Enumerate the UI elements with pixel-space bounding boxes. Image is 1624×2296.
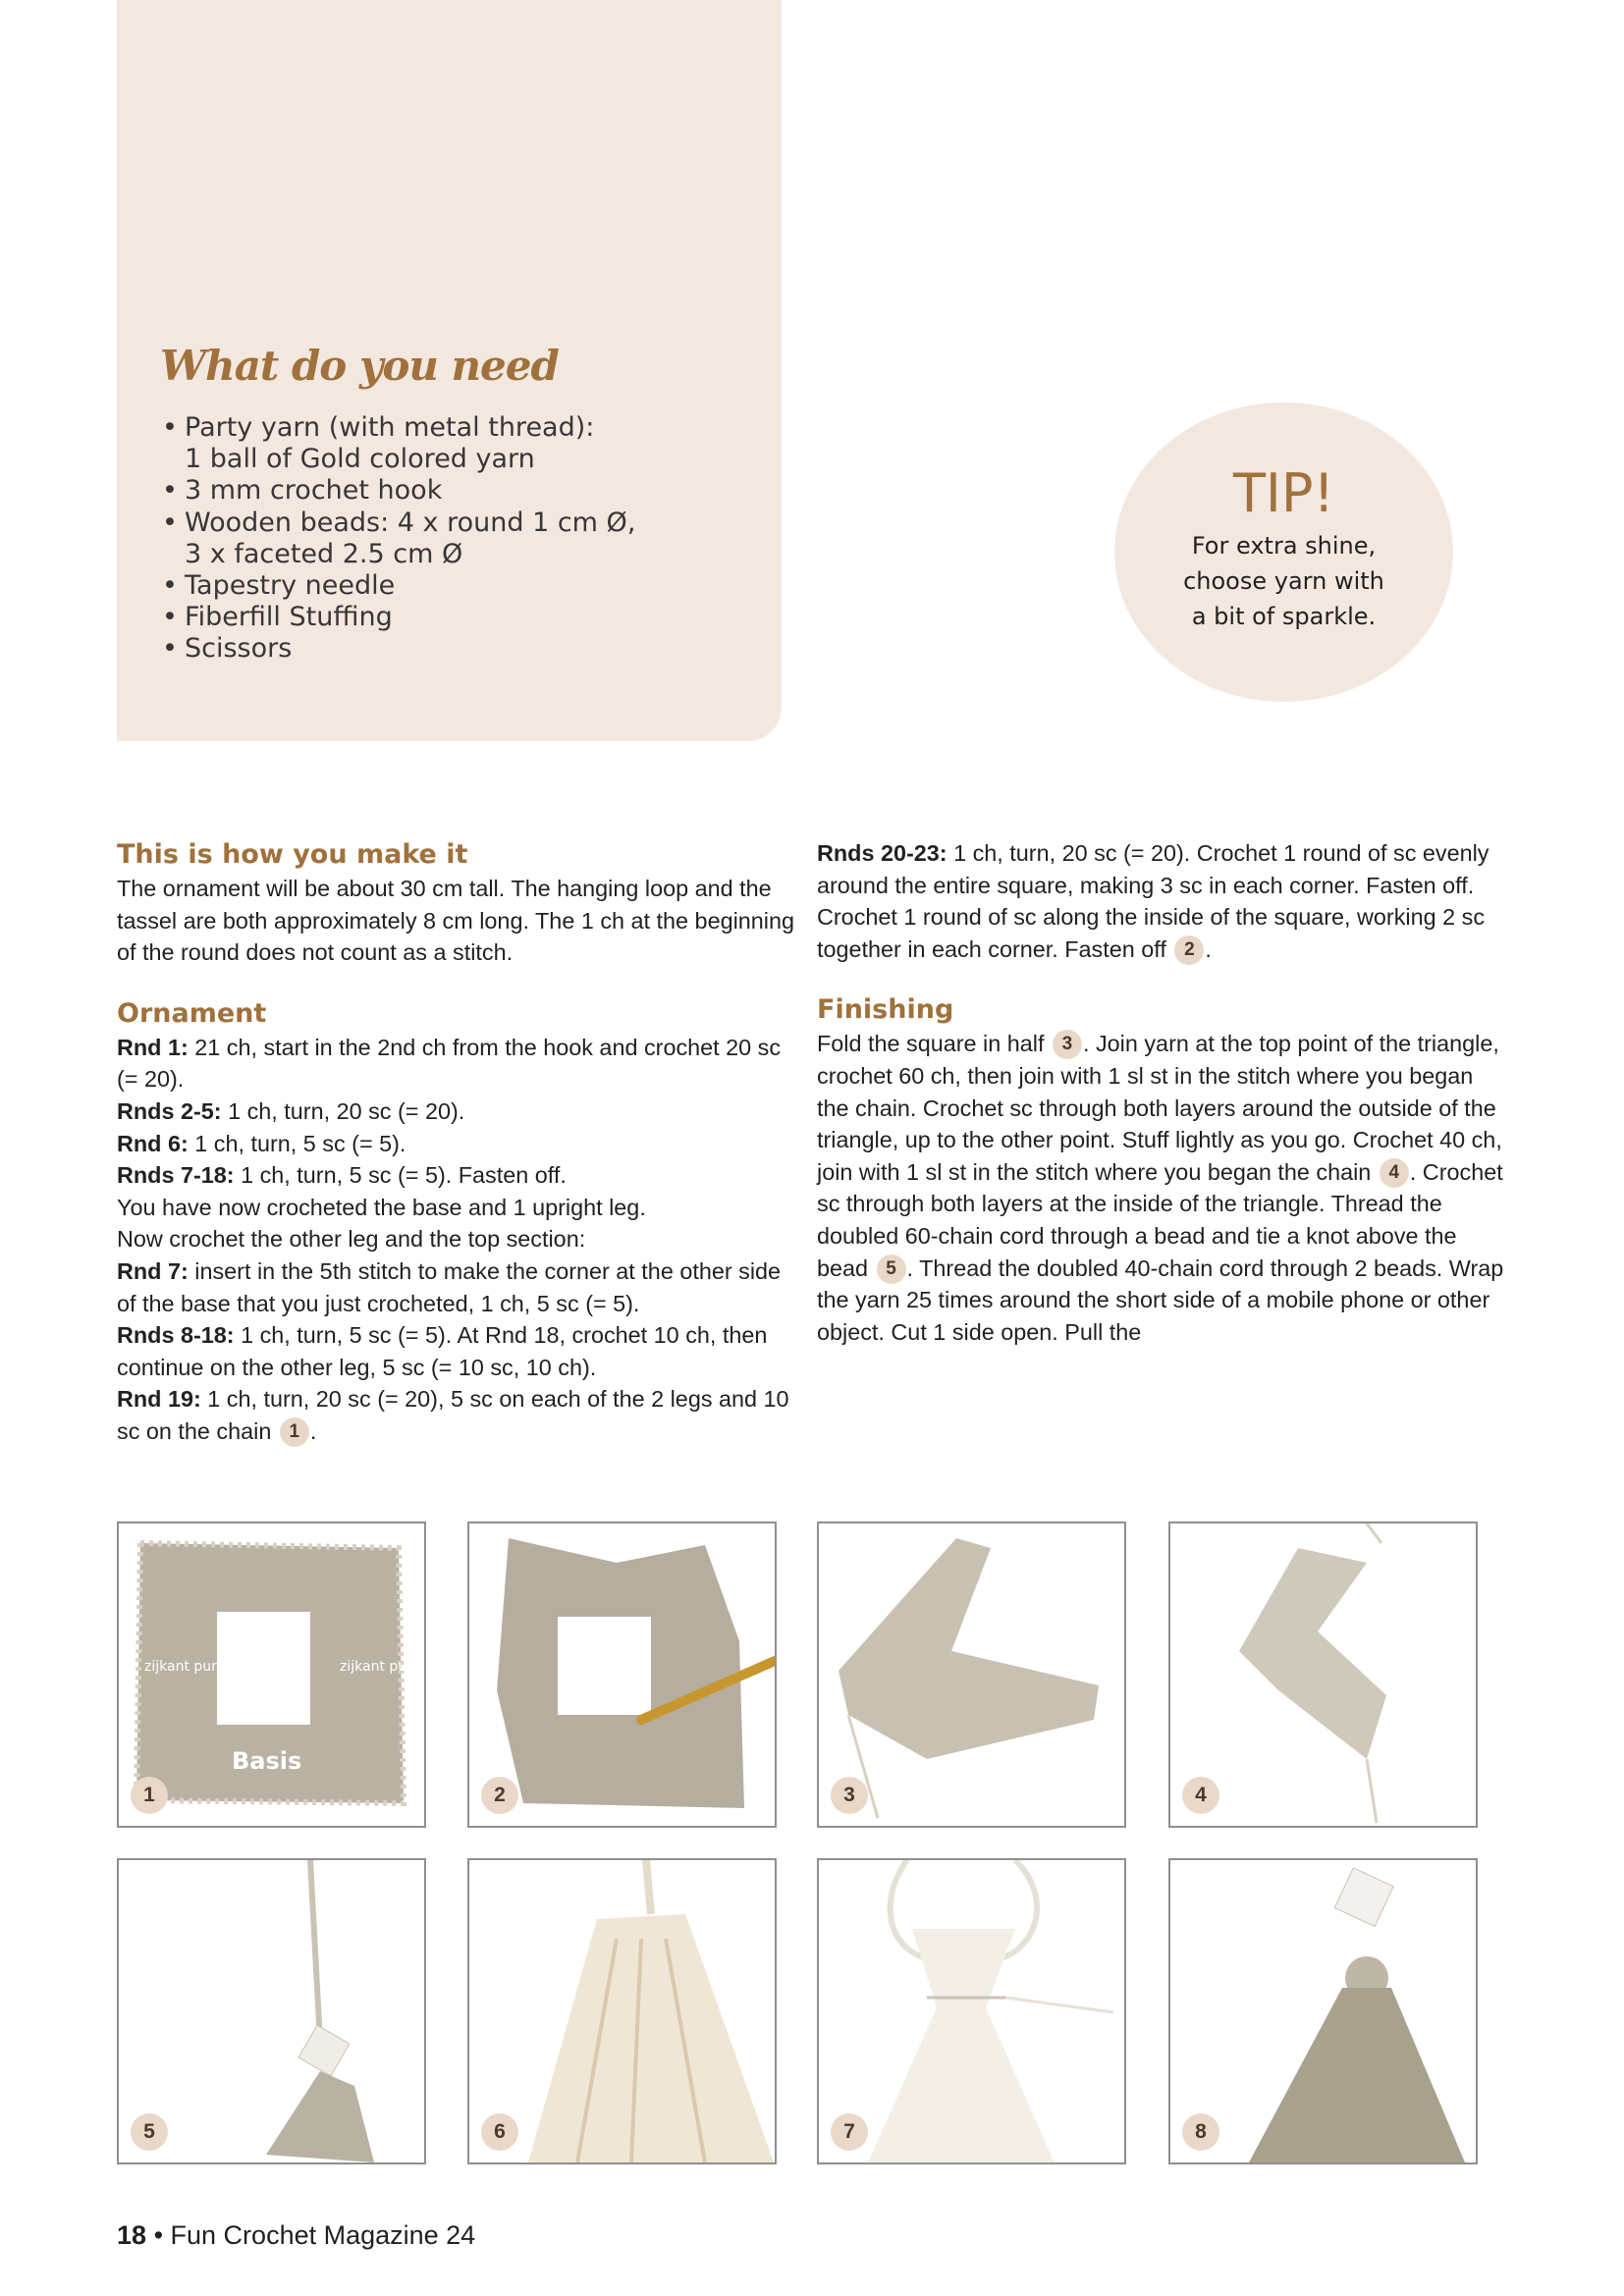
- photo-label: zijkant punt: [144, 1659, 226, 1675]
- footer-bullet: •: [153, 2220, 164, 2250]
- tassel-tied-image: [819, 1860, 1124, 2163]
- step-photo-1: [117, 1522, 426, 1828]
- yarn-bundle-image: [469, 1860, 775, 2163]
- step-photo-6: [467, 1858, 777, 2164]
- instruction-row: [117, 1159, 794, 1192]
- row-text: 1 ch, turn, 5 sc (= 5). At Rnd 18, crochet 10 ch, then continue on the other leg, 5 sc (= 10 sc, 10 ch).: [117, 1322, 768, 1380]
- materials-item: • 3 mm crochet hook: [162, 475, 635, 507]
- row-label: Rnd 7:: [117, 1257, 189, 1284]
- materials-list: [162, 412, 635, 666]
- finishing-text: Fold the square in half 3 . Join yarn at the top point of the triangle, crochet 60 ch, then join with 1 sl st in the stitch where you began the chain. Crochet sc through both layers around the outside of the triangle, up to the other point. Stuff lightly as you go. Crochet 40 ch, join with 1 sl st in the stitch where you began the chain 4 . Crochet sc through both layers at the inside of the triangle. Thread the doubled 60-chain cord through a bead and tie a knot above the bead 5 . Thread the doubled 40-chain cord through 2 beads. Wrap the yarn 25 times around the short side of a mobile phone or other object. Cut 1 side open. Pull the: [817, 1031, 1504, 1345]
- row-label: Rnds 8-18:: [117, 1322, 235, 1349]
- instruction-text: You have now crocheted the base and 1 upright leg.: [117, 1194, 646, 1220]
- row-text: 1 ch, turn, 20 sc (= 20), 5 sc on each of the 2 legs and 10 sc on the chain: [117, 1386, 789, 1444]
- row-label: Rnds 2-5:: [117, 1097, 222, 1124]
- tip-line: a bit of sparkle.: [1191, 603, 1377, 630]
- instructions-left-column: [117, 837, 794, 1448]
- row-text: 1 ch, turn, 20 sc (= 20).: [221, 1097, 465, 1124]
- materials-item: • Tapestry needle: [162, 570, 635, 602]
- ornament-heading: Ornament: [117, 997, 267, 1029]
- materials-item: • Scissors: [162, 633, 635, 665]
- step-photo-2: [467, 1522, 777, 1828]
- step-photo-4: [1168, 1522, 1478, 1828]
- folded-triangle-image: [819, 1523, 1124, 1826]
- instruction-text: Crochet 1 round of sc along the inside of the square, working 2 sc together in each corner. Fasten off 2 .: [817, 901, 1504, 965]
- materials-item: • Fiberfill Stuffing: [162, 602, 635, 633]
- crochet-square-hook-image: [469, 1523, 775, 1826]
- row-text: 1 ch, turn, 20 sc (= 20). Crochet 1 round of sc evenly around the entire square, making 3 sc in each corner. Fasten off.: [817, 840, 1489, 898]
- instruction-row: [817, 837, 1504, 901]
- row-label: Rnds 20-23:: [817, 840, 947, 866]
- photo-number-badge: 6: [481, 2113, 518, 2151]
- row-label: Rnds 7-18:: [117, 1162, 235, 1189]
- intro-text: The ornament will be about 30 cm tall. The hanging loop and the tassel are both approximately 8 cm long. The 1 ch at the beginning of the round does not count as a stitch.: [117, 876, 795, 966]
- instruction-row: [117, 1255, 794, 1319]
- triangle-with-loop-image: [1170, 1523, 1476, 1826]
- step-photo-3: [817, 1522, 1126, 1828]
- materials-title: What do you need: [160, 342, 559, 390]
- row-label: Rnd 19:: [117, 1386, 201, 1413]
- photo-number-badge: 3: [831, 1777, 868, 1814]
- instruction-text: Now crochet the other leg and the top section:: [117, 1226, 586, 1253]
- photo-ref-badge: 2: [1174, 935, 1204, 965]
- materials-item: • Wooden beads: 4 x round 1 cm Ø,: [162, 507, 635, 539]
- photo-label: zijkant punt: [340, 1659, 421, 1675]
- finishing-heading: Finishing: [817, 994, 954, 1026]
- step-photo-7: [817, 1858, 1126, 2164]
- tip-circle: [1114, 402, 1453, 702]
- photo-number-badge: 1: [131, 1777, 168, 1814]
- page-number: 18: [117, 2220, 147, 2250]
- step-photo-5: [117, 1858, 426, 2164]
- row-label: Rnd 6:: [117, 1130, 189, 1156]
- instruction-row: [117, 1095, 794, 1128]
- page-footer: [117, 2220, 475, 2251]
- photo-number-badge: 5: [131, 2113, 168, 2151]
- photo-number-badge: 2: [481, 1777, 518, 1814]
- instruction-row: [117, 1128, 794, 1160]
- photo-ref-badge: 5: [877, 1255, 906, 1284]
- magazine-title: Fun Crochet Magazine 24: [170, 2220, 476, 2250]
- materials-item: 3 x faceted 2.5 cm Ø: [185, 538, 463, 569]
- materials-item: 1 ball of Gold colored yarn: [185, 444, 535, 475]
- photo-label: Basis: [232, 1747, 302, 1775]
- photo-number-badge: 4: [1182, 1777, 1219, 1814]
- photo-ref-badge: 1: [280, 1417, 309, 1447]
- instruction-row: [117, 1319, 794, 1383]
- finished-tassel-image: [1170, 1860, 1476, 2163]
- photo-number-badge: 8: [1182, 2113, 1219, 2151]
- materials-item: • Party yarn (with metal thread):: [162, 412, 635, 444]
- photo-number-badge: 7: [831, 2113, 868, 2151]
- row-text: insert in the 5th stitch to make the corner at the other side of the base that you just crocheted, 1 ch, 5 sc (= 5).: [117, 1257, 782, 1316]
- tip-text: [1114, 528, 1453, 634]
- tip-title: TIP!: [1232, 462, 1335, 524]
- photo-ref-badge: 4: [1380, 1158, 1409, 1188]
- crochet-square-image: [119, 1523, 424, 1826]
- intro-heading: This is how you make it: [117, 839, 468, 870]
- instructions-right-column: [817, 837, 1504, 1348]
- photo-ref-badge: 3: [1053, 1030, 1082, 1059]
- row-label: Rnd 1:: [117, 1034, 189, 1060]
- row-text: 1 ch, turn, 5 sc (= 5). Fasten off.: [234, 1162, 567, 1189]
- step-photo-8: [1168, 1858, 1478, 2164]
- instruction-row: Rnd 19: 1 ch, turn, 20 sc (= 20), 5 sc on each of the 2 legs and 10 sc on the chain 1 .: [117, 1383, 794, 1447]
- row-text: 21 ch, start in the 2nd ch from the hook and crochet 20 sc (= 20).: [117, 1034, 782, 1093]
- row-text: 1 ch, turn, 5 sc (= 5).: [188, 1130, 406, 1156]
- tip-line: For extra shine,: [1191, 532, 1377, 560]
- tip-line: choose yarn with: [1183, 567, 1384, 595]
- bead-on-cord-image: [119, 1860, 424, 2163]
- instruction-row: [117, 1032, 794, 1095]
